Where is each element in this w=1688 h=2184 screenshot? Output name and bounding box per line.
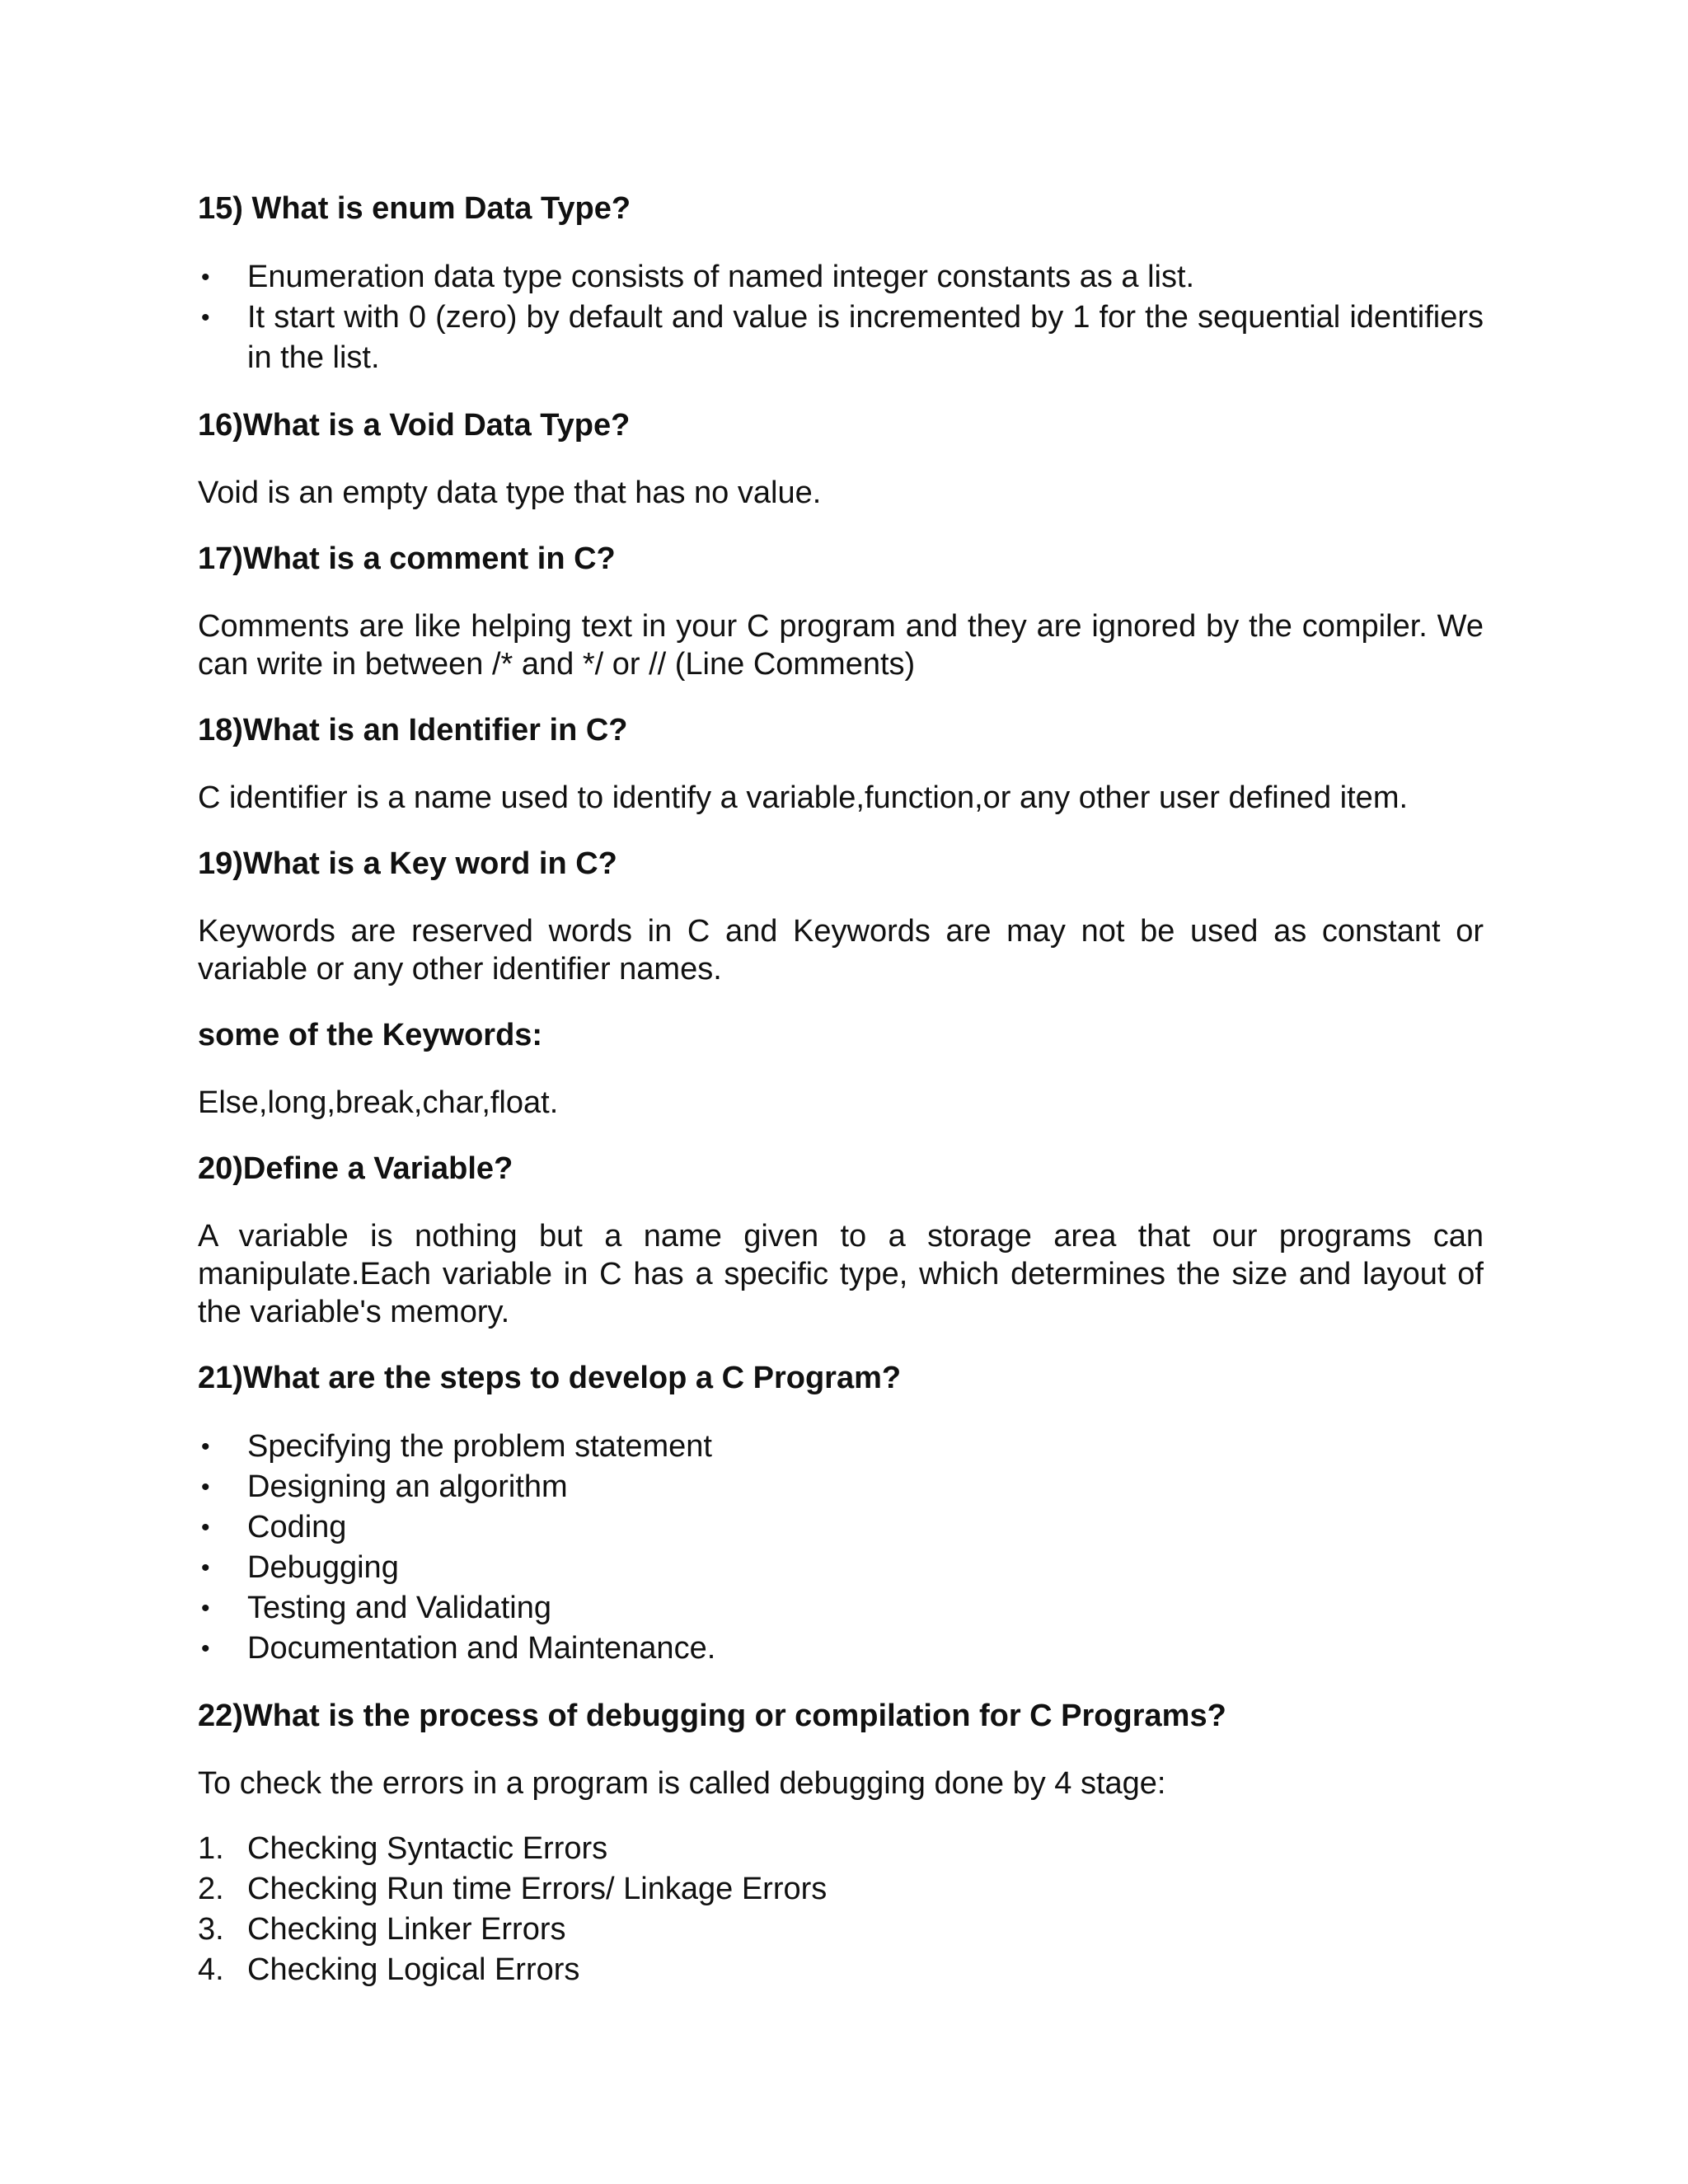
answer-paragraph: C identifier is a name used to identify a variable,function,or any other user defined item.	[198, 780, 1409, 815]
answer-paragraph: Keywords are reserved words in C and Keywords are may not be used as constant or variable or any other identifier names.	[198, 914, 1484, 987]
list-item: 4. Checking Logical Errors	[198, 1950, 1484, 1990]
list-item: • Coding	[198, 1507, 1484, 1548]
bullet-icon: •	[201, 1514, 210, 1541]
keywords-list-text: Else,long,break,char,float.	[198, 1085, 559, 1120]
question-heading: 19)What is a Key word in C?	[198, 846, 617, 881]
question-heading: 17)What is a comment in C?	[198, 541, 616, 576]
list-item: • Designing an algorithm	[198, 1467, 1484, 1507]
bullet-icon: •	[201, 1474, 210, 1501]
bullet-icon: •	[201, 1433, 210, 1460]
list-item: • It start with 0 (zero) by default and value is incremented by 1 for the sequential identifiers in the list.	[198, 298, 1484, 378]
list-number: 4.	[198, 1952, 224, 1987]
list-item: • Testing and Validating	[198, 1588, 1484, 1629]
numbered-list	[198, 1829, 1484, 1990]
question-heading: 15) What is enum Data Type?	[198, 191, 631, 226]
list-number: 3.	[198, 1912, 224, 1947]
list-number: 2.	[198, 1872, 224, 1906]
question-heading: 22)What is the process of debugging or compilation for C Programs?	[198, 1699, 1226, 1733]
list-item: • Enumeration data type consists of named integer constants as a list.	[198, 257, 1484, 298]
list-number: 1.	[198, 1831, 224, 1866]
list-item: • Documentation and Maintenance.	[198, 1629, 1484, 1669]
question-heading: 18)What is an Identifier in C?	[198, 713, 628, 748]
bullet-list	[198, 1427, 1484, 1669]
bullet-icon: •	[201, 304, 210, 331]
bullet-icon: •	[201, 1595, 210, 1622]
bullet-icon: •	[201, 1635, 210, 1662]
bullet-list	[198, 257, 1484, 378]
keywords-subheading: some of the Keywords:	[198, 1018, 543, 1052]
answer-paragraph: To check the errors in a program is called debugging done by 4 stage:	[198, 1766, 1166, 1801]
question-heading: 16)What is a Void Data Type?	[198, 408, 631, 443]
list-item: • Specifying the problem statement	[198, 1427, 1484, 1467]
answer-paragraph: A variable is nothing but a name given to a storage area that our programs can manipulate.Each variable in C has a specific type, which determines the size and layout of the variable's memory.	[198, 1219, 1484, 1329]
answer-paragraph: Void is an empty data type that has no value.	[198, 476, 822, 510]
bullet-icon: •	[201, 1554, 210, 1582]
answer-paragraph: Comments are like helping text in your C program and they are ignored by the compiler. We can write in between /* and */ or // (Line Comments)	[198, 609, 1484, 682]
document-page	[198, 188, 1484, 1990]
question-heading: 20)Define a Variable?	[198, 1151, 513, 1186]
list-item: • Debugging	[198, 1548, 1484, 1588]
list-item: 3. Checking Linker Errors	[198, 1910, 1484, 1950]
list-item: 1. Checking Syntactic Errors	[198, 1829, 1484, 1869]
list-item: 2. Checking Run time Errors/ Linkage Errors	[198, 1869, 1484, 1910]
question-heading: 21)What are the steps to develop a C Program?	[198, 1361, 902, 1395]
bullet-icon: •	[201, 264, 210, 291]
